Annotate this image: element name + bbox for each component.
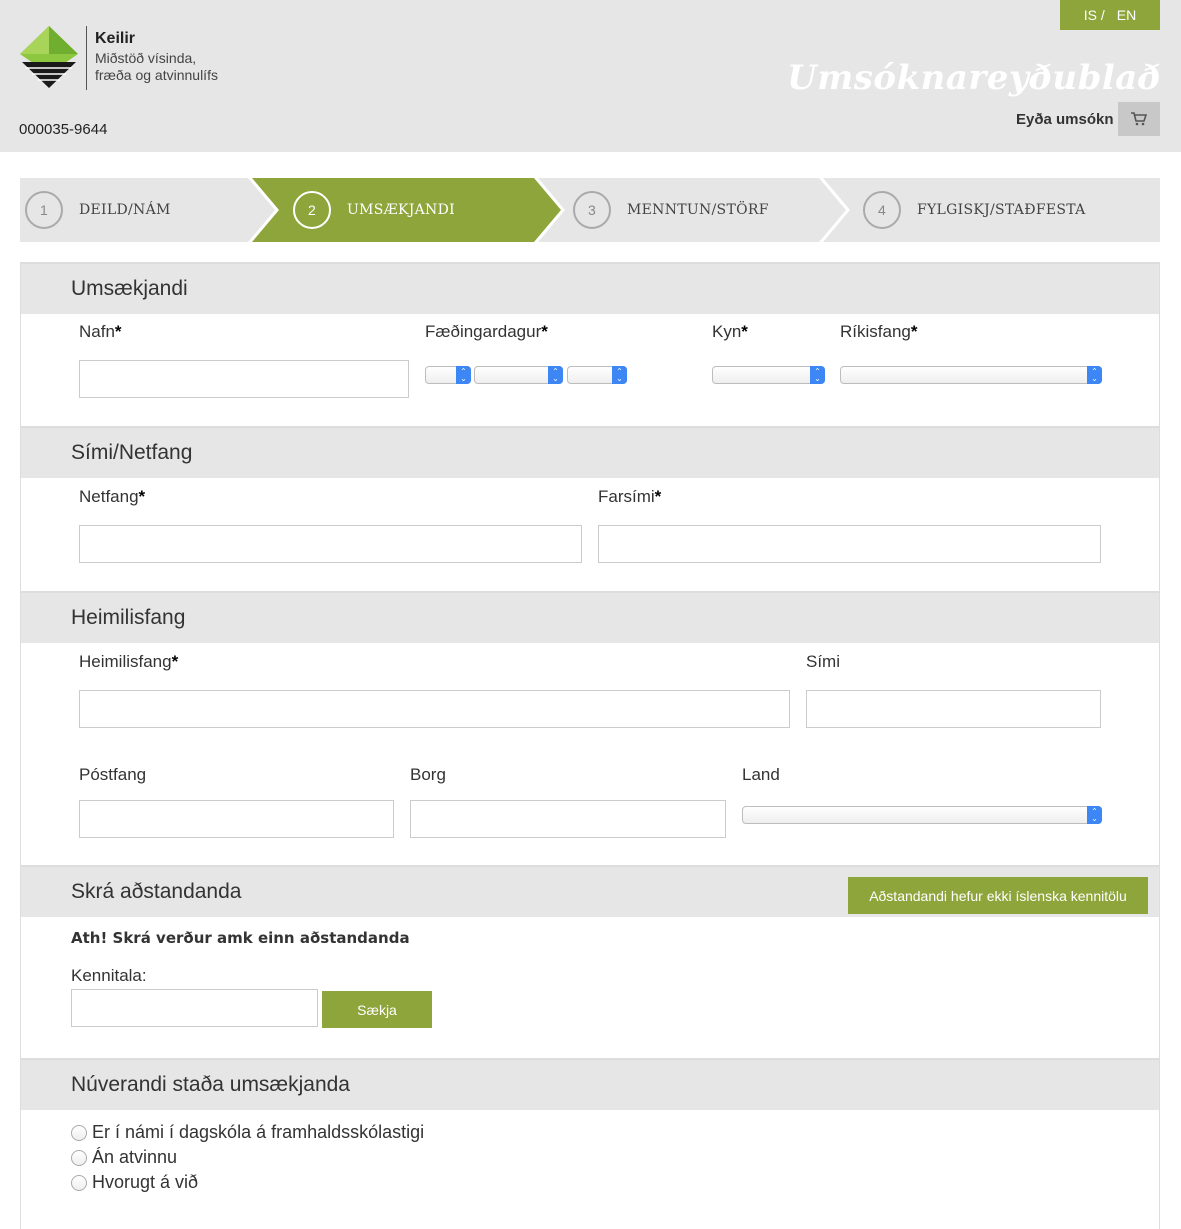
relative-no-kt-button[interactable]: Aðstandandi hefur ekki íslenska kennitölu xyxy=(848,877,1148,914)
radio-label: Er í námi í dagskóla á framhaldsskólastigi xyxy=(92,1122,425,1142)
mobile-label: Farsími* xyxy=(598,487,662,506)
birth-month-select[interactable] xyxy=(474,366,563,384)
status-option-unemployed[interactable] xyxy=(71,1147,177,1168)
postal-code-input[interactable] xyxy=(79,800,394,838)
application-form xyxy=(20,262,1160,1229)
name-input[interactable] xyxy=(79,360,409,398)
fetch-button[interactable]: Sækja xyxy=(322,991,432,1028)
radio-label: Án atvinnu xyxy=(92,1147,178,1167)
radio-label: Hvorugt á við xyxy=(92,1172,199,1192)
cart-button[interactable] xyxy=(1118,102,1160,136)
step-number: 1 xyxy=(25,191,63,229)
phone-label: Sími xyxy=(806,652,840,671)
citizenship-select[interactable] xyxy=(840,366,1102,384)
logo-divider xyxy=(86,26,87,90)
logo-subtitle-line1: Miðstöð vísinda, xyxy=(95,50,197,66)
gender-label: Kyn* xyxy=(712,322,748,341)
logo-subtitle-line2: fræða og atvinnulífs xyxy=(95,67,218,83)
application-number: 000035-9644 xyxy=(19,121,108,138)
section-title: Sími/Netfang xyxy=(71,441,193,464)
lang-is-link[interactable]: IS / xyxy=(1083,7,1105,23)
birthdate-label: Fæðingardagur* xyxy=(425,322,548,341)
birth-day-select[interactable] xyxy=(425,366,471,384)
language-switcher xyxy=(1060,0,1160,30)
select-arrows-icon: ⌃ ⌄ xyxy=(1087,366,1102,384)
birth-year-select[interactable] xyxy=(567,366,627,384)
lang-en-link[interactable]: EN xyxy=(1116,7,1137,23)
select-arrows-icon: ⌃ ⌄ xyxy=(1087,806,1102,824)
wizard-step-1[interactable] xyxy=(25,178,171,242)
radio-button[interactable] xyxy=(71,1175,87,1191)
kennitala-input[interactable] xyxy=(71,989,318,1027)
kennitala-label: Kennitala: xyxy=(71,966,147,985)
keilir-logo-icon[interactable] xyxy=(18,24,80,96)
page-header xyxy=(0,0,1181,152)
status-option-school[interactable] xyxy=(71,1122,424,1143)
form-title: Umsóknareyðublað xyxy=(787,58,1161,98)
section-header-address xyxy=(21,593,1159,643)
section-header-contact xyxy=(21,428,1159,478)
select-arrows-icon: ⌃ ⌄ xyxy=(612,366,627,384)
select-arrows-icon: ⌃ ⌄ xyxy=(456,366,471,384)
section-header-applicant xyxy=(21,264,1159,314)
mobile-input[interactable] xyxy=(598,525,1101,563)
step-label: UMSÆKJANDI xyxy=(347,202,455,218)
radio-button[interactable] xyxy=(71,1125,87,1141)
logo-name: Keilir xyxy=(95,30,136,47)
step-wizard xyxy=(20,178,1160,242)
radio-button[interactable] xyxy=(71,1150,87,1166)
step-label: FYLGISKJ/STAÐFESTA xyxy=(917,202,1086,218)
step-number: 4 xyxy=(863,191,901,229)
section-title: Heimilisfang xyxy=(71,606,186,629)
section-header-status xyxy=(21,1060,1159,1110)
phone-input[interactable] xyxy=(806,690,1101,728)
country-label: Land xyxy=(742,765,780,784)
section-title: Umsækjandi xyxy=(71,277,188,300)
email-label: Netfang* xyxy=(79,487,146,506)
step-label: MENNTUN/STÖRF xyxy=(627,202,769,218)
city-input[interactable] xyxy=(410,800,726,838)
step-number: 3 xyxy=(573,191,611,229)
status-option-neither[interactable] xyxy=(71,1172,198,1193)
delete-application-link[interactable]: Eyða umsókn xyxy=(1016,111,1114,128)
section-title: Skrá aðstandanda xyxy=(71,880,242,903)
select-arrows-icon: ⌃ ⌄ xyxy=(810,366,825,384)
cart-icon xyxy=(1131,112,1147,126)
postal-code-label: Póstfang xyxy=(79,765,147,784)
step-number: 2 xyxy=(293,191,331,229)
section-title: Núverandi staða umsækjanda xyxy=(71,1073,350,1096)
citizenship-label: Ríkisfang* xyxy=(840,322,918,341)
address-label: Heimilisfang* xyxy=(79,652,179,671)
country-select[interactable] xyxy=(742,806,1102,824)
wizard-step-2[interactable] xyxy=(293,178,455,242)
email-input[interactable] xyxy=(79,525,582,563)
city-label: Borg xyxy=(410,765,446,784)
step-label: DEILD/NÁM xyxy=(79,202,171,218)
relative-note: Ath! Skrá verður amk einn aðstandanda xyxy=(71,929,410,947)
wizard-step-4[interactable] xyxy=(863,178,1086,242)
address-input[interactable] xyxy=(79,690,790,728)
name-label: Nafn* xyxy=(79,322,122,341)
select-arrows-icon: ⌃ ⌄ xyxy=(548,366,563,384)
gender-select[interactable] xyxy=(712,366,825,384)
wizard-step-3[interactable] xyxy=(573,178,769,242)
